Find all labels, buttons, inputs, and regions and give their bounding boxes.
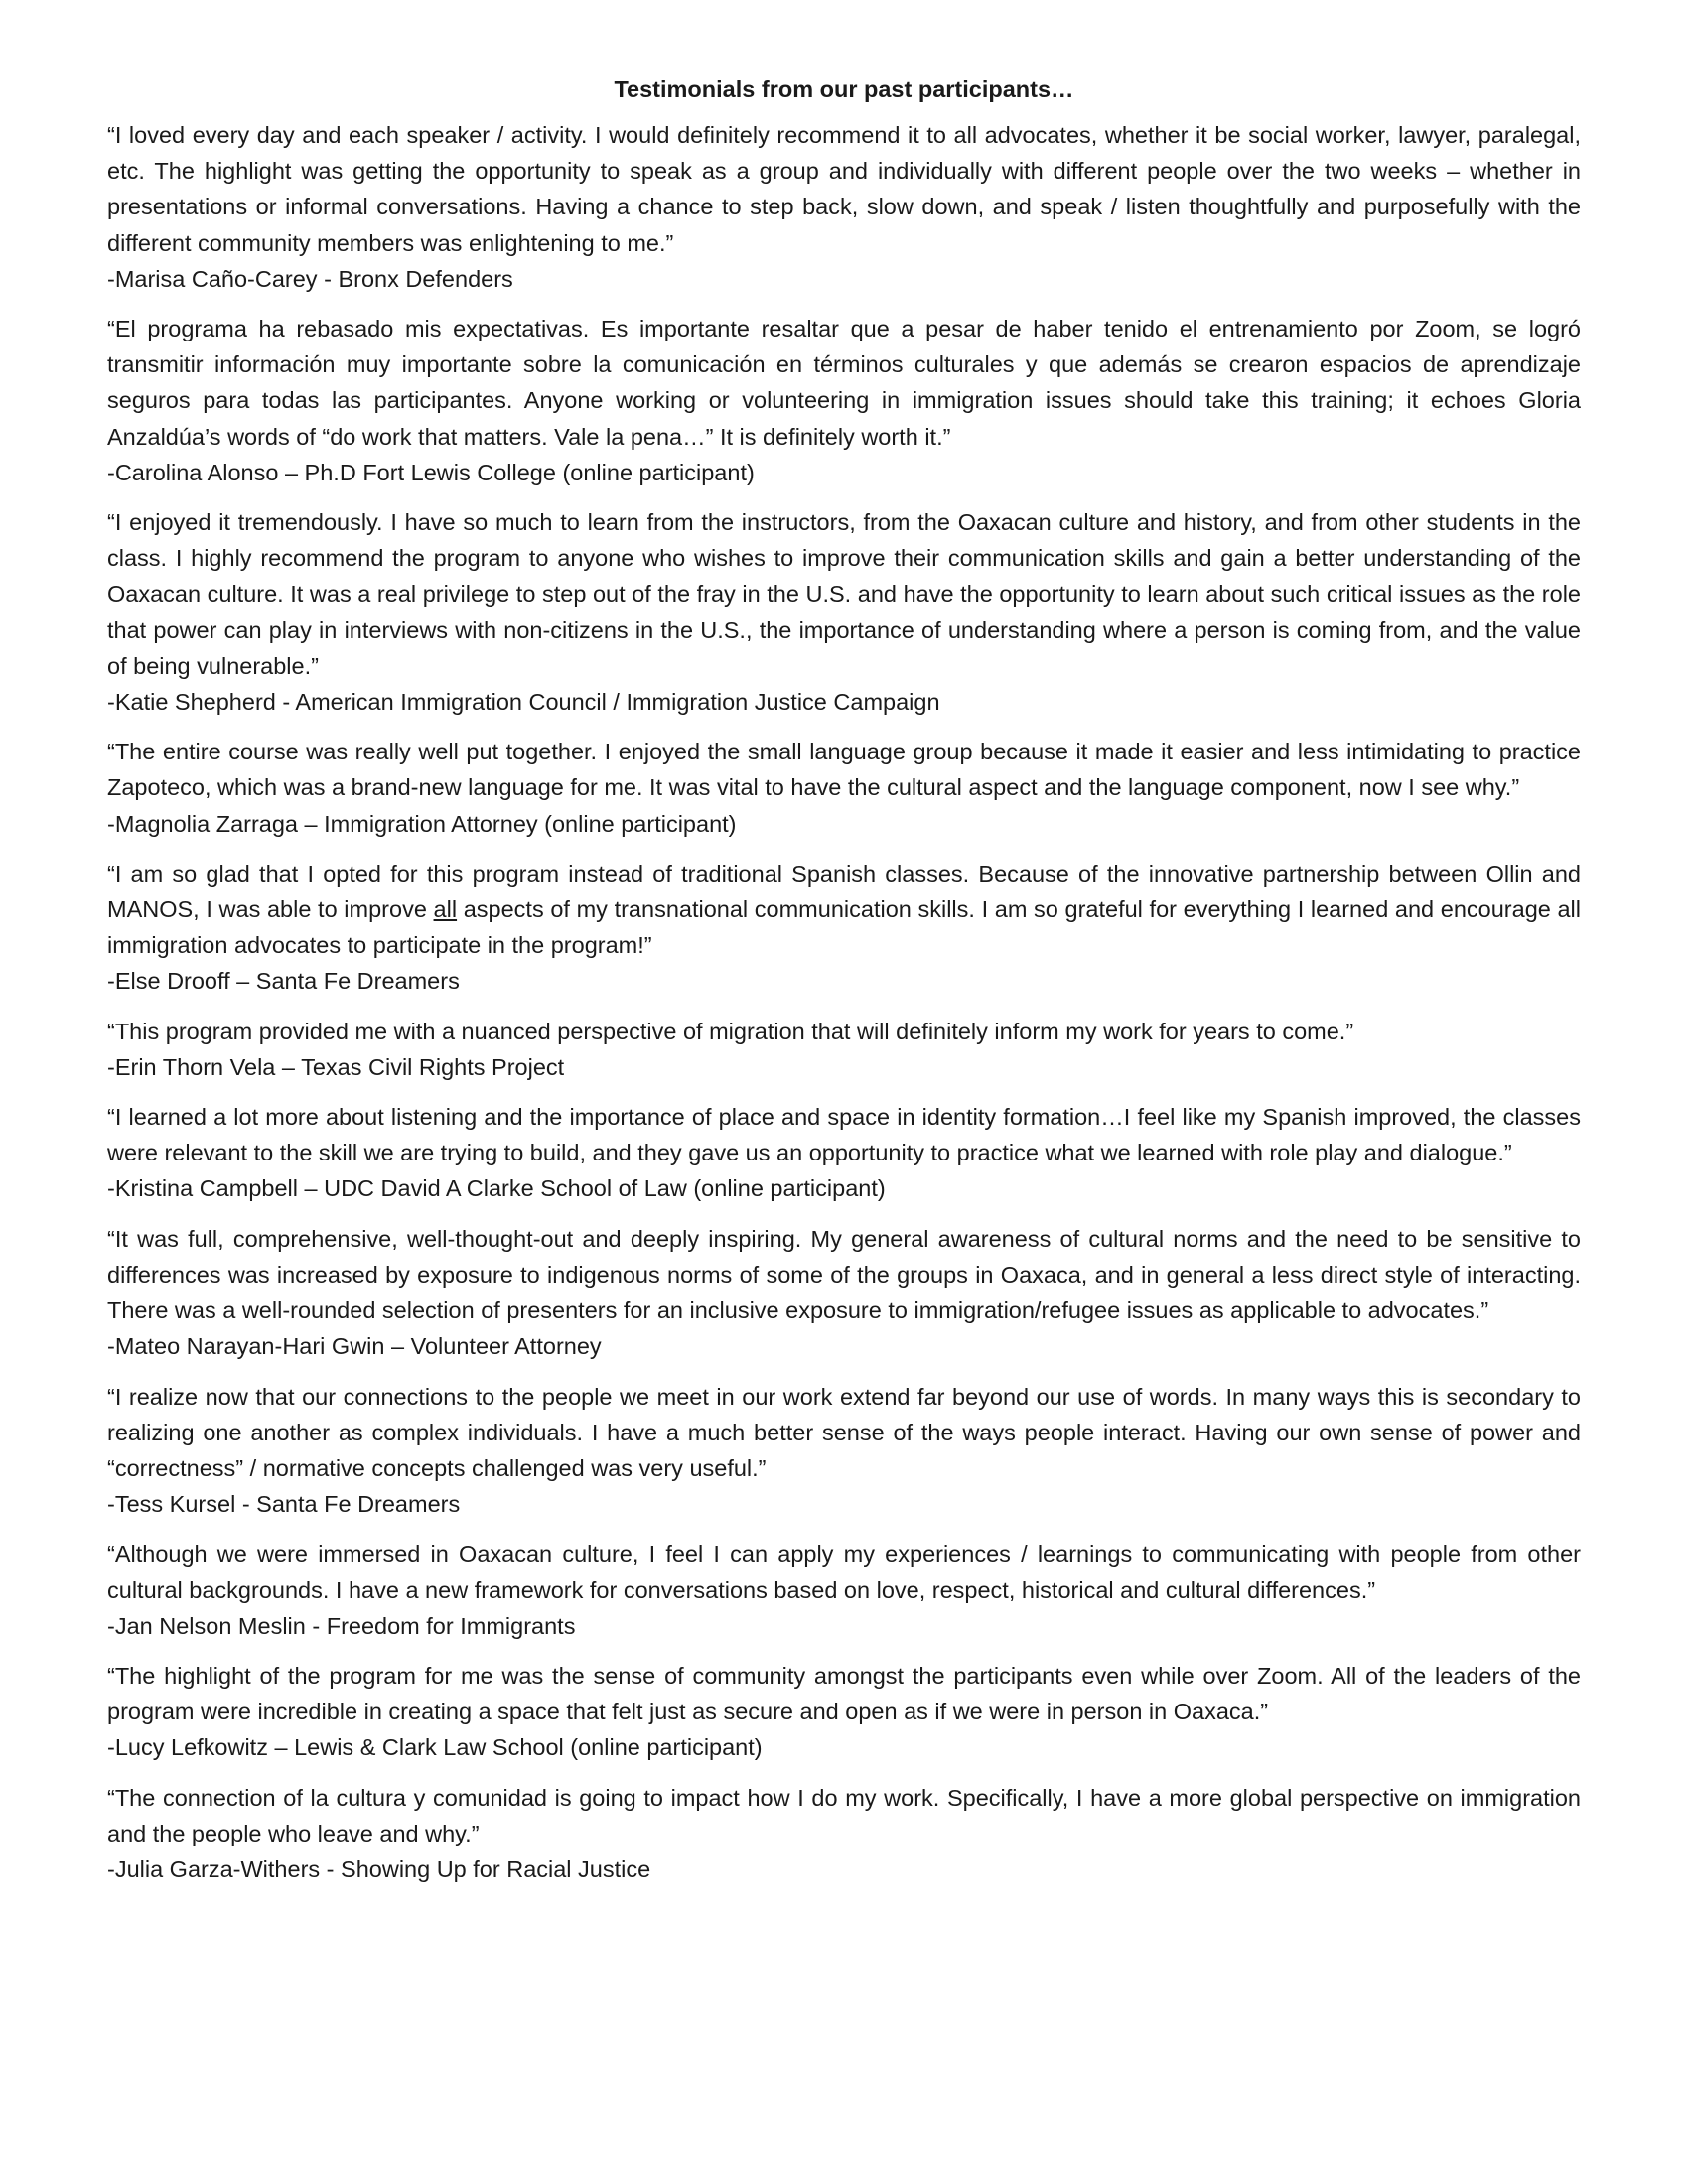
testimonial-quote: “It was full, comprehensive, well-thought-out and deeply inspiring. My general awareness of cultural norms and the need to be sensitive to differences was increased by exposure to indigenous norms of some of the groups in Oaxaca, and in general a less direct style of interacting. There was a well-rounded selection of presenters for an inclusive exposure to immigration/refugee issues as applicable to advocates.”	[107, 1225, 1581, 1324]
testimonial-quote: “I learned a lot more about listening and the importance of place and space in identity formation…I feel like my Spanish improved, the classes were relevant to the skill we are trying to build, and they gave us an opportunity to practice what we learned with role play and dialogue.”	[107, 1104, 1581, 1166]
testimonial	[107, 1099, 1581, 1207]
testimonial	[107, 734, 1581, 842]
testimonial-quote: “The connection of la cultura y comunidad is going to impact how I do my work. Specifically, I have a more global perspective on immigration and the people who leave and why.”	[107, 1784, 1581, 1846]
document-page	[107, 71, 1581, 1901]
testimonial-quote: “Although we were immersed in Oaxacan culture, I feel I can apply my experiences / learnings to communicating with people from other cultural backgrounds. I have a new framework for conversations based on love, respect, historical and cultural differences.”	[107, 1541, 1581, 1603]
testimonial-author: -Kristina Campbell – UDC David A Clarke School of Law (online participant)	[107, 1175, 886, 1202]
testimonial-quote: “The highlight of the program for me was the sense of community amongst the participants even while over Zoom. All of the leaders of the program were incredible in creating a space that felt just as secure and open as if we were in person in Oaxaca.”	[107, 1662, 1581, 1725]
testimonial-quote: “I loved every day and each speaker / activity. I would definitely recommend it to all advocates, whether it be social worker, lawyer, paralegal, etc. The highlight was getting the opportunity to speak as a group and individually with different people over the two weeks – whether in presentations or informal conversations. Having a chance to step back, slow down, and speak / listen thoughtfully and purposefully with the different community members was enlightening to me.”	[107, 122, 1581, 256]
testimonial-quote: “I enjoyed it tremendously. I have so much to learn from the instructors, from the Oaxacan culture and history, and from other students in the class. I highly recommend the program to anyone who wishes to improve their communication skills and gain a better understanding of the Oaxacan culture. It was a real privilege to step out of the fray in the U.S. and have the opportunity to learn about such critical issues as the role that power can play in interviews with non-citizens in the U.S., the importance of understanding where a person is coming from, and the value of being vulnerable.”	[107, 509, 1581, 679]
quote-text-before: “I am so glad that I opted for this program instead of traditional Spanish classes. Because of the innovative partnership between Ollin and MANOS, I was able to improve	[107, 860, 1581, 923]
testimonial-author: -Mateo Narayan-Hari Gwin – Volunteer Attorney	[107, 1333, 602, 1360]
testimonial-author: -Erin Thorn Vela – Texas Civil Rights Project	[107, 1053, 565, 1080]
testimonial-author: -Katie Shepherd - American Immigration Council / Immigration Justice Campaign	[107, 689, 940, 716]
testimonial	[107, 1780, 1581, 1888]
testimonial	[107, 856, 1581, 1000]
page-title: Testimonials from our past participants…	[614, 76, 1074, 102]
testimonial-author: -Carolina Alonso – Ph.D Fort Lewis College (online participant)	[107, 459, 755, 485]
testimonial-quote: “El programa ha rebasado mis expectativas. Es importante resaltar que a pesar de haber tenido el entrenamiento por Zoom, se logró transmitir información muy importante sobre la comunicación en términos culturales y que además se crearon espacios de aprendizaje seguros para todas las participantes. Anyone working or volunteering in immigration issues should take this training; it echoes Gloria Anzaldúa’s words of “do work that matters. Vale la pena…” It is definitely worth it.”	[107, 316, 1581, 450]
testimonial-author: -Marisa Caño-Carey - Bronx Defenders	[107, 265, 513, 292]
testimonial	[107, 1658, 1581, 1766]
testimonial-author: -Jan Nelson Meslin - Freedom for Immigrants	[107, 1612, 576, 1639]
testimonial-author: -Magnolia Zarraga – Immigration Attorney (online participant)	[107, 810, 737, 837]
quote-text-after: aspects of my transnational communication skills. I am so grateful for everything I learned and encourage all immigration advocates to participate in the program!”	[107, 896, 1582, 959]
testimonial-author: -Tess Kursel - Santa Fe Dreamers	[107, 1491, 461, 1518]
testimonial-author: -Else Drooff – Santa Fe Dreamers	[107, 968, 460, 995]
testimonial	[107, 504, 1581, 720]
testimonial	[107, 1536, 1581, 1644]
testimonial-quote: “The entire course was really well put together. I enjoyed the small language group because it made it easier and less intimidating to practice Zapoteco, which was a brand-new language for me. It was vital to have the cultural aspect and the language component, now I see why.”	[107, 739, 1581, 801]
testimonial	[107, 1379, 1581, 1523]
testimonial-quote	[107, 856, 1581, 964]
testimonial	[107, 117, 1581, 297]
testimonial	[107, 1014, 1581, 1085]
testimonial-quote: “This program provided me with a nuanced perspective of migration that will definitely inform my work for years to come.”	[107, 1018, 1354, 1044]
testimonial-author: -Lucy Lefkowitz – Lewis & Clark Law School (online participant)	[107, 1734, 763, 1761]
testimonial	[107, 311, 1581, 490]
quote-underlined-word: all	[433, 896, 458, 923]
testimonial-author: -Julia Garza-Withers - Showing Up for Racial Justice	[107, 1855, 651, 1882]
testimonial-quote: “I realize now that our connections to the people we meet in our work extend far beyond our use of words. In many ways this is secondary to realizing one another as complex individuals. I have a much better sense of the ways people interact. Having our own sense of power and “correctness” / normative concepts challenged was very useful.”	[107, 1383, 1581, 1481]
testimonial	[107, 1221, 1581, 1365]
